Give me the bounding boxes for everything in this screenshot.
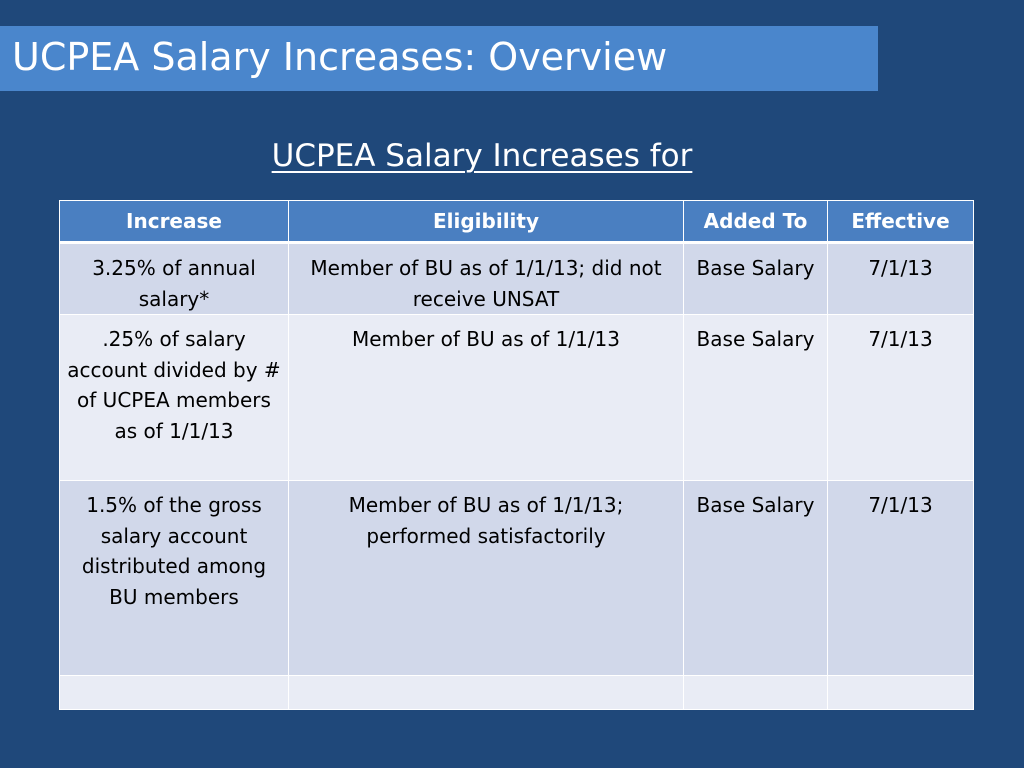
cell-eligibility: Member of BU as of 1/1/13	[289, 315, 684, 481]
cell-increase: .25% of salary account divided by # of UCPEA members as of 1/1/13	[60, 315, 289, 481]
header-added-to: Added To	[684, 201, 828, 243]
cell-added-to: Base Salary	[684, 481, 828, 676]
cell-effective: 7/1/13	[828, 243, 974, 315]
cell-empty	[684, 676, 828, 710]
table-row	[60, 315, 974, 481]
cell-added-to: Base Salary	[684, 315, 828, 481]
header-effective: Effective	[828, 201, 974, 243]
table-header-row	[60, 201, 974, 243]
cell-effective: 7/1/13	[828, 315, 974, 481]
cell-effective: 7/1/13	[828, 481, 974, 676]
slide-subtitle: UCPEA Salary Increases for	[271, 138, 693, 174]
table-row	[60, 481, 974, 676]
cell-increase: 3.25% of annual salary*	[60, 243, 289, 315]
slide-title: UCPEA Salary Increases: Overview	[12, 35, 668, 79]
title-bar	[0, 26, 878, 91]
cell-eligibility: Member of BU as of 1/1/13; performed satisfactorily	[289, 481, 684, 676]
cell-added-to: Base Salary	[684, 243, 828, 315]
salary-increases-table	[59, 200, 974, 710]
header-eligibility: Eligibility	[289, 201, 684, 243]
table-row-empty	[60, 676, 974, 710]
cell-eligibility: Member of BU as of 1/1/13; did not receive UNSAT	[289, 243, 684, 315]
cell-empty	[289, 676, 684, 710]
header-increase: Increase	[60, 201, 289, 243]
table-row	[60, 243, 974, 315]
cell-increase: 1.5% of the gross salary account distributed among BU members	[60, 481, 289, 676]
cell-empty	[60, 676, 289, 710]
cell-empty	[828, 676, 974, 710]
